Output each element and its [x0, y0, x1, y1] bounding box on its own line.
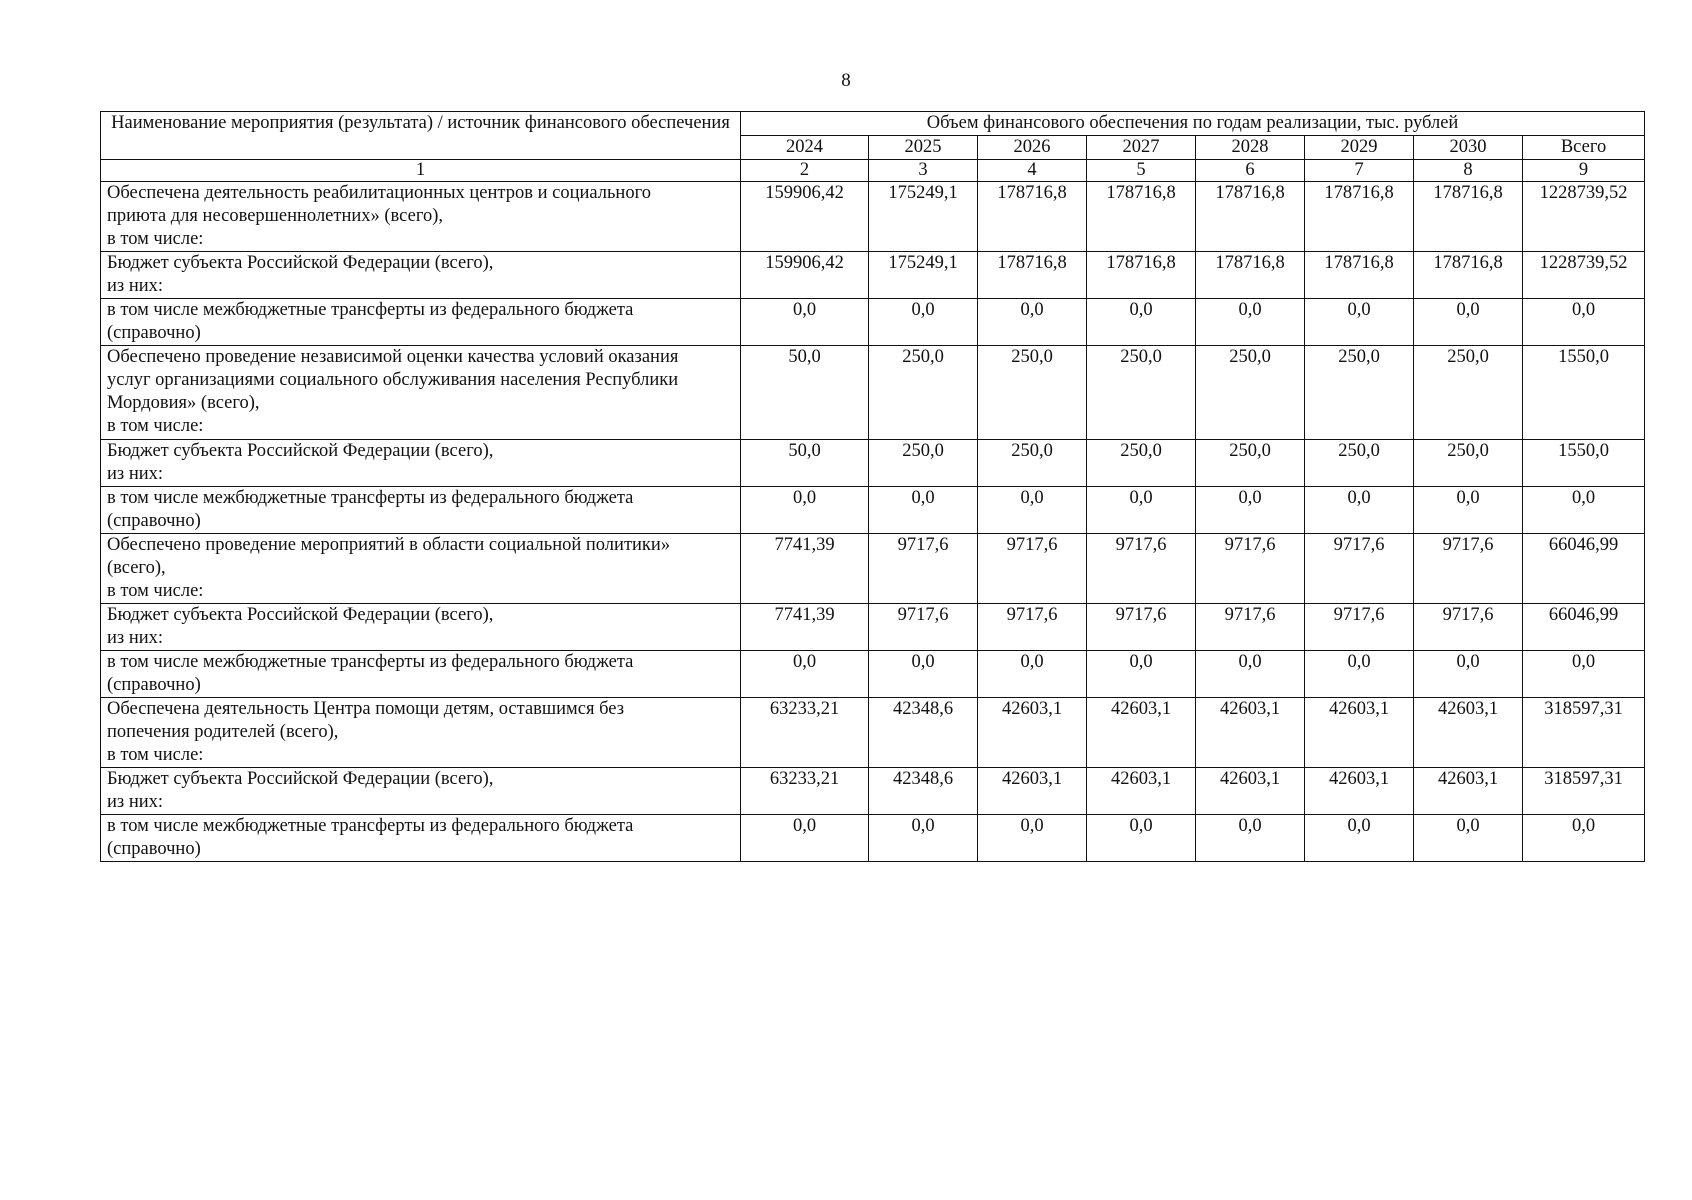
- year-value-cell: 159906,42: [741, 182, 869, 252]
- total-value-cell: 0,0: [1523, 651, 1645, 698]
- column-number: 5: [1087, 160, 1196, 182]
- row-name-line: в том числе:: [107, 581, 204, 601]
- year-value-cell: 250,0: [869, 440, 978, 487]
- table-row: [101, 698, 1645, 768]
- year-value-cell: 250,0: [1196, 346, 1305, 440]
- row-name-line: из них:: [107, 792, 164, 812]
- row-name-line: в том числе межбюджетные трансферты из федерального бюджета: [107, 652, 634, 672]
- year-value-cell: 42603,1: [1087, 698, 1196, 768]
- year-value-cell: 0,0: [741, 487, 869, 534]
- year-value-cell: 0,0: [1414, 487, 1523, 534]
- table-row: [101, 768, 1645, 815]
- year-value-cell: 250,0: [1305, 440, 1414, 487]
- year-value-cell: 0,0: [869, 487, 978, 534]
- year-value-cell: 0,0: [1087, 487, 1196, 534]
- year-value-cell: 250,0: [869, 346, 978, 440]
- row-name-line: Обеспечена деятельность реабилитационных центров и социального: [107, 183, 651, 203]
- row-name-line: Бюджет субъекта Российской Федерации (всего),: [107, 441, 494, 461]
- total-value-cell: 1550,0: [1523, 346, 1645, 440]
- column-number: 1: [101, 160, 741, 182]
- year-value-cell: 42603,1: [1196, 768, 1305, 815]
- year-value-cell: 9717,6: [869, 604, 978, 651]
- year-value-cell: 0,0: [869, 815, 978, 862]
- year-value-cell: 0,0: [741, 651, 869, 698]
- year-value-cell: 0,0: [1196, 815, 1305, 862]
- row-name-cell: [101, 487, 741, 534]
- header-year: 2029: [1305, 136, 1414, 160]
- year-value-cell: 178716,8: [1414, 252, 1523, 299]
- row-name-line: в том числе:: [107, 416, 204, 436]
- row-name-line: Обеспечено проведение мероприятий в области социальной политики»: [107, 535, 671, 555]
- table-body: [101, 182, 1645, 862]
- row-name-line: (справочно): [107, 839, 201, 859]
- year-value-cell: 0,0: [741, 815, 869, 862]
- row-name-cell: [101, 651, 741, 698]
- year-value-cell: 175249,1: [869, 252, 978, 299]
- total-value-cell: 66046,99: [1523, 604, 1645, 651]
- year-value-cell: 50,0: [741, 440, 869, 487]
- year-value-cell: 9717,6: [1196, 604, 1305, 651]
- year-value-cell: 9717,6: [978, 534, 1087, 604]
- row-name-cell: [101, 698, 741, 768]
- row-name-line: в том числе:: [107, 229, 204, 249]
- year-value-cell: 9717,6: [1414, 534, 1523, 604]
- year-value-cell: 0,0: [1414, 651, 1523, 698]
- column-number: 2: [741, 160, 869, 182]
- year-value-cell: 42348,6: [869, 768, 978, 815]
- table-row: [101, 440, 1645, 487]
- year-value-cell: 250,0: [978, 440, 1087, 487]
- year-value-cell: 175249,1: [869, 182, 978, 252]
- year-value-cell: 0,0: [1305, 651, 1414, 698]
- header-year: 2024: [741, 136, 869, 160]
- row-name-cell: [101, 534, 741, 604]
- header-name-column: Наименование мероприятия (результата) / источник финансового обеспечения: [101, 112, 741, 160]
- row-name-line: (всего),: [107, 558, 166, 578]
- year-value-cell: 159906,42: [741, 252, 869, 299]
- total-value-cell: 1228739,52: [1523, 252, 1645, 299]
- header-year: 2026: [978, 136, 1087, 160]
- financing-table: [100, 111, 1645, 862]
- total-value-cell: 0,0: [1523, 299, 1645, 346]
- year-value-cell: 9717,6: [978, 604, 1087, 651]
- row-name-cell: [101, 182, 741, 252]
- year-value-cell: 178716,8: [978, 252, 1087, 299]
- year-value-cell: 178716,8: [1087, 252, 1196, 299]
- column-number: 4: [978, 160, 1087, 182]
- year-value-cell: 0,0: [1087, 299, 1196, 346]
- table-row: [101, 534, 1645, 604]
- row-name-line: в том числе межбюджетные трансферты из федерального бюджета: [107, 488, 634, 508]
- row-name-cell: [101, 252, 741, 299]
- year-value-cell: 0,0: [1196, 487, 1305, 534]
- total-value-cell: 318597,31: [1523, 698, 1645, 768]
- year-value-cell: 0,0: [1414, 815, 1523, 862]
- year-value-cell: 42603,1: [1414, 698, 1523, 768]
- year-value-cell: 178716,8: [978, 182, 1087, 252]
- year-value-cell: 9717,6: [869, 534, 978, 604]
- year-value-cell: 178716,8: [1196, 252, 1305, 299]
- year-value-cell: 7741,39: [741, 604, 869, 651]
- year-value-cell: 0,0: [869, 299, 978, 346]
- header-year: 2028: [1196, 136, 1305, 160]
- year-value-cell: 42603,1: [978, 698, 1087, 768]
- row-name-line: Обеспечена деятельность Центра помощи детям, оставшимся без: [107, 699, 624, 719]
- year-value-cell: 42603,1: [978, 768, 1087, 815]
- table-row: [101, 604, 1645, 651]
- year-value-cell: 250,0: [978, 346, 1087, 440]
- row-name-line: (справочно): [107, 675, 201, 695]
- header-year: 2027: [1087, 136, 1196, 160]
- total-value-cell: 318597,31: [1523, 768, 1645, 815]
- year-value-cell: 0,0: [978, 651, 1087, 698]
- year-value-cell: 9717,6: [1087, 534, 1196, 604]
- year-value-cell: 42603,1: [1414, 768, 1523, 815]
- table-row: [101, 487, 1645, 534]
- total-value-cell: 0,0: [1523, 487, 1645, 534]
- year-value-cell: 7741,39: [741, 534, 869, 604]
- year-value-cell: 0,0: [1087, 815, 1196, 862]
- row-name-line: (справочно): [107, 323, 201, 343]
- year-value-cell: 42603,1: [1196, 698, 1305, 768]
- row-name-line: из них:: [107, 464, 164, 484]
- row-name-line: Бюджет субъекта Российской Федерации (всего),: [107, 769, 494, 789]
- year-value-cell: 0,0: [1305, 487, 1414, 534]
- header-year: 2030: [1414, 136, 1523, 160]
- year-value-cell: 0,0: [1414, 299, 1523, 346]
- year-value-cell: 178716,8: [1196, 182, 1305, 252]
- row-name-line: Бюджет субъекта Российской Федерации (всего),: [107, 605, 494, 625]
- year-value-cell: 0,0: [1305, 299, 1414, 346]
- column-number: 9: [1523, 160, 1645, 182]
- row-name-line: попечения родителей (всего),: [107, 722, 339, 742]
- total-value-cell: 1228739,52: [1523, 182, 1645, 252]
- year-value-cell: 250,0: [1196, 440, 1305, 487]
- year-value-cell: 50,0: [741, 346, 869, 440]
- row-name-line: из них:: [107, 628, 164, 648]
- year-value-cell: 250,0: [1414, 440, 1523, 487]
- table-row: [101, 815, 1645, 862]
- year-value-cell: 9717,6: [1196, 534, 1305, 604]
- year-value-cell: 0,0: [978, 815, 1087, 862]
- year-value-cell: 0,0: [869, 651, 978, 698]
- year-value-cell: 0,0: [1305, 815, 1414, 862]
- year-value-cell: 178716,8: [1414, 182, 1523, 252]
- column-number: 6: [1196, 160, 1305, 182]
- year-value-cell: 42603,1: [1305, 768, 1414, 815]
- table-row: [101, 299, 1645, 346]
- year-value-cell: 0,0: [741, 299, 869, 346]
- column-number: 3: [869, 160, 978, 182]
- total-value-cell: 0,0: [1523, 815, 1645, 862]
- year-value-cell: 42348,6: [869, 698, 978, 768]
- table-row: [101, 182, 1645, 252]
- year-value-cell: 250,0: [1087, 440, 1196, 487]
- row-name-cell: [101, 815, 741, 862]
- year-value-cell: 9717,6: [1305, 534, 1414, 604]
- year-value-cell: 9717,6: [1414, 604, 1523, 651]
- year-value-cell: 250,0: [1305, 346, 1414, 440]
- row-name-cell: [101, 604, 741, 651]
- year-value-cell: 178716,8: [1087, 182, 1196, 252]
- row-name-line: в том числе межбюджетные трансферты из федерального бюджета: [107, 816, 634, 836]
- row-name-line: Бюджет субъекта Российской Федерации (всего),: [107, 253, 494, 273]
- year-value-cell: 63233,21: [741, 698, 869, 768]
- total-value-cell: 1550,0: [1523, 440, 1645, 487]
- year-value-cell: 63233,21: [741, 768, 869, 815]
- table-row: [101, 346, 1645, 440]
- header-financing-group: Объем финансового обеспечения по годам реализации, тыс. рублей: [741, 112, 1645, 136]
- year-value-cell: 0,0: [1196, 651, 1305, 698]
- header-total: Всего: [1523, 136, 1645, 160]
- row-name-cell: [101, 440, 741, 487]
- table-row: [101, 651, 1645, 698]
- row-name-cell: [101, 768, 741, 815]
- year-value-cell: 0,0: [1087, 651, 1196, 698]
- row-name-line: в том числе:: [107, 745, 204, 765]
- year-value-cell: 0,0: [1196, 299, 1305, 346]
- year-value-cell: 250,0: [1087, 346, 1196, 440]
- row-name-line: приюта для несовершеннолетних» (всего),: [107, 206, 443, 226]
- year-value-cell: 42603,1: [1087, 768, 1196, 815]
- row-name-line: услуг организациями социального обслуживания населения Республики: [107, 370, 679, 390]
- header-row-column-numbers: [101, 160, 1645, 182]
- page-number: 8: [841, 70, 851, 91]
- header-year: 2025: [869, 136, 978, 160]
- column-number: 7: [1305, 160, 1414, 182]
- year-value-cell: 9717,6: [1305, 604, 1414, 651]
- row-name-cell: [101, 346, 741, 440]
- year-value-cell: 0,0: [978, 299, 1087, 346]
- row-name-line: в том числе межбюджетные трансферты из федерального бюджета: [107, 300, 634, 320]
- column-number: 8: [1414, 160, 1523, 182]
- row-name-line: из них:: [107, 276, 164, 296]
- total-value-cell: 66046,99: [1523, 534, 1645, 604]
- table-row: [101, 252, 1645, 299]
- year-value-cell: 178716,8: [1305, 182, 1414, 252]
- row-name-line: Мордовия» (всего),: [107, 393, 260, 413]
- row-name-line: (справочно): [107, 511, 201, 531]
- year-value-cell: 9717,6: [1087, 604, 1196, 651]
- row-name-line: Обеспечено проведение независимой оценки качества условий оказания: [107, 347, 679, 367]
- year-value-cell: 42603,1: [1305, 698, 1414, 768]
- year-value-cell: 0,0: [978, 487, 1087, 534]
- row-name-cell: [101, 299, 741, 346]
- header-row-group: [101, 112, 1645, 136]
- year-value-cell: 250,0: [1414, 346, 1523, 440]
- year-value-cell: 178716,8: [1305, 252, 1414, 299]
